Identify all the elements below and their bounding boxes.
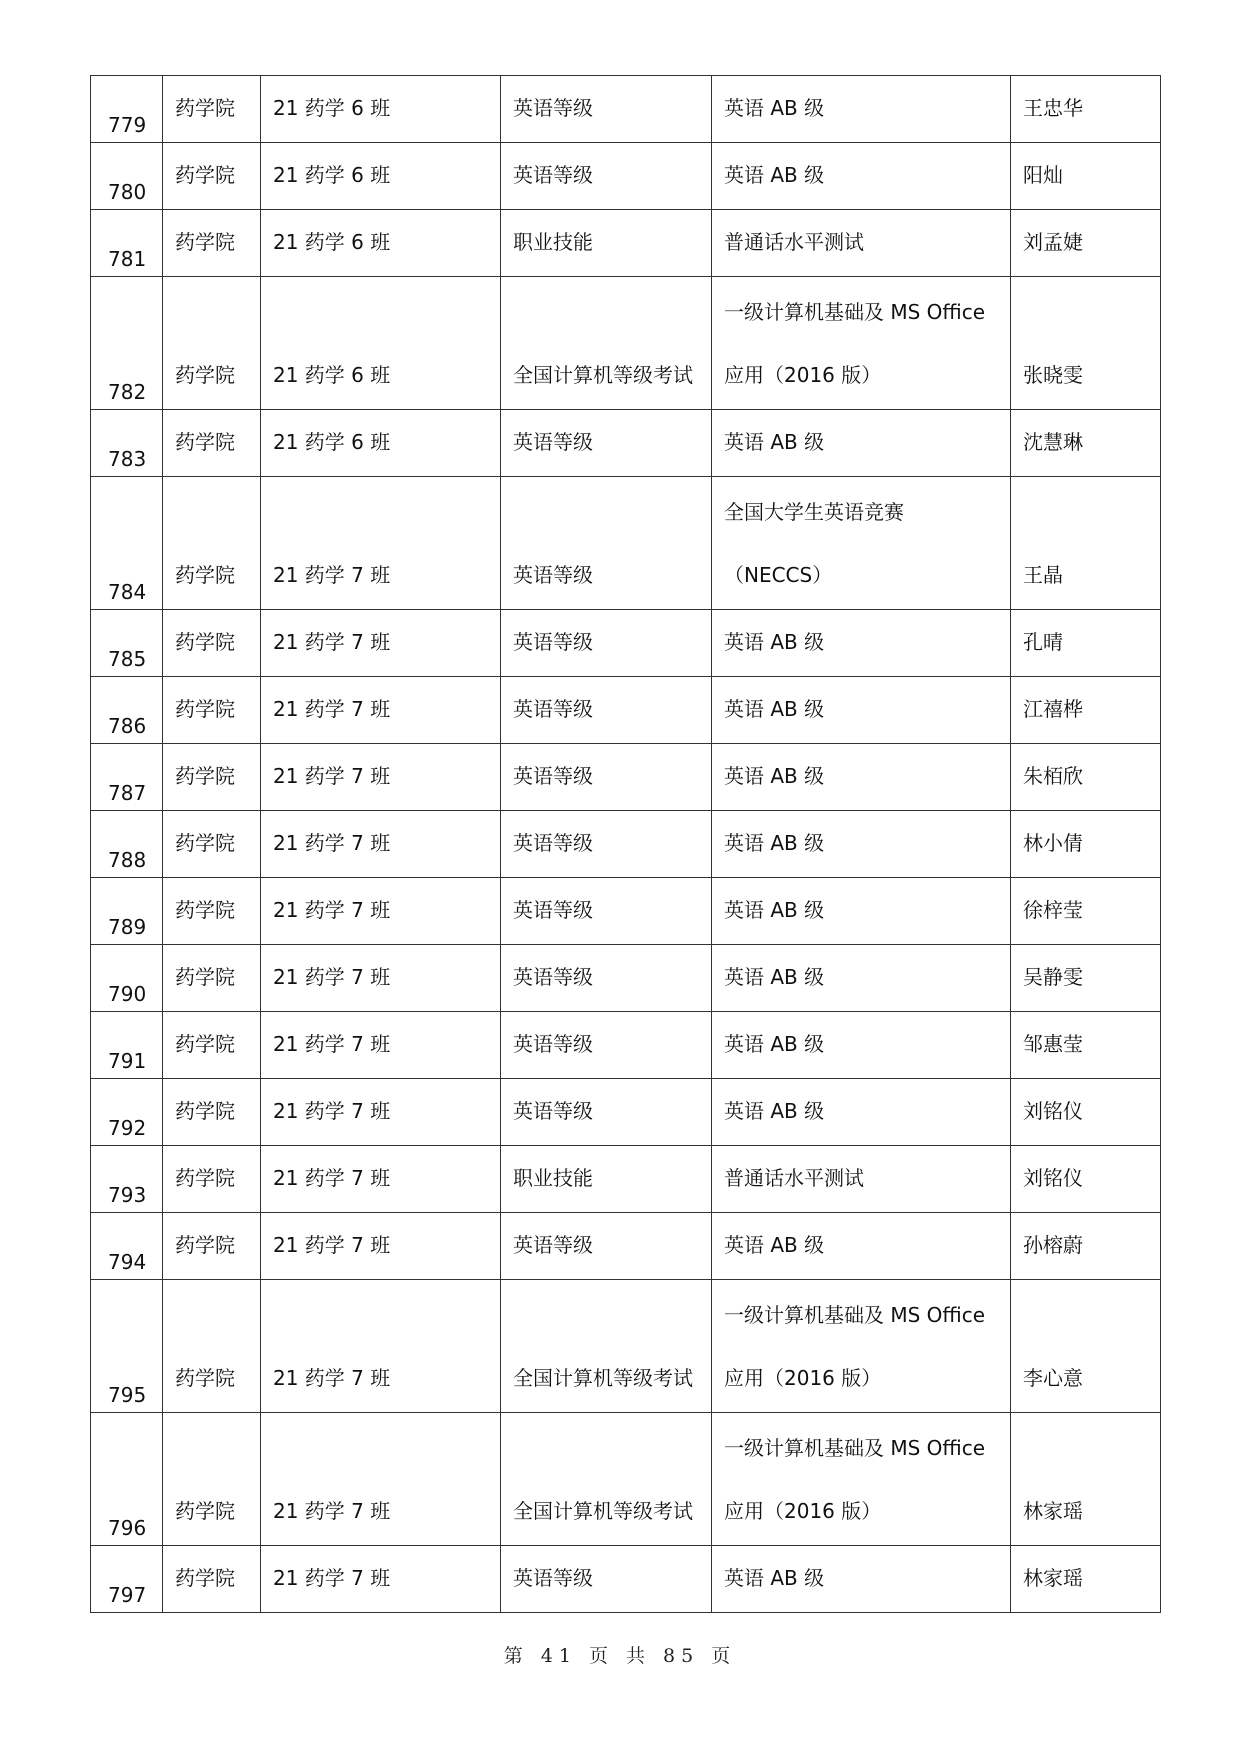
cell-college <box>163 1213 261 1280</box>
cell-name <box>1011 677 1161 744</box>
cell-item-line: 英语 AB 级 <box>724 163 825 187</box>
cell-class-text: 21 药学 7 班 <box>273 831 391 855</box>
cell-class <box>261 210 501 277</box>
cell-name-text: 王忠华 <box>1023 96 1083 120</box>
cell-college-text: 药学院 <box>175 831 235 855</box>
cell-category-text: 职业技能 <box>513 230 593 254</box>
cell-name-text: 刘铭仪 <box>1023 1099 1083 1123</box>
cell-item <box>712 744 1011 811</box>
table-row <box>91 1012 1161 1079</box>
cell-college-text: 药学院 <box>175 898 235 922</box>
cell-no-text: 779 <box>108 113 147 137</box>
cell-item-line: （NECCS） <box>724 563 833 587</box>
cell-category-text: 英语等级 <box>513 430 593 454</box>
cell-class-text: 21 药学 6 班 <box>273 363 391 387</box>
cell-college-text: 药学院 <box>175 230 235 254</box>
cell-name <box>1011 1413 1161 1546</box>
cell-college <box>163 277 261 410</box>
cell-item-line: 普通话水平测试 <box>724 230 864 254</box>
table-row <box>91 477 1161 610</box>
cell-no <box>91 277 163 410</box>
cell-category-text: 职业技能 <box>513 1166 593 1190</box>
cell-name-text: 江禧桦 <box>1023 697 1083 721</box>
cell-item <box>712 277 1011 410</box>
cell-name <box>1011 1012 1161 1079</box>
cell-class-text: 21 药学 7 班 <box>273 563 391 587</box>
cell-name-text: 孔晴 <box>1023 630 1063 654</box>
cell-no-text: 785 <box>108 647 147 671</box>
cell-name <box>1011 143 1161 210</box>
table-row <box>91 677 1161 744</box>
cell-class <box>261 744 501 811</box>
cell-name-text: 林家瑶 <box>1023 1499 1083 1523</box>
cell-college <box>163 945 261 1012</box>
cell-name <box>1011 1280 1161 1413</box>
cell-no-text: 797 <box>108 1583 147 1607</box>
cell-no <box>91 477 163 610</box>
cell-college-text: 药学院 <box>175 1499 235 1523</box>
cell-item-line: 英语 AB 级 <box>724 965 825 989</box>
cell-category <box>501 410 712 477</box>
cell-no <box>91 878 163 945</box>
cell-category <box>501 210 712 277</box>
cell-item <box>712 143 1011 210</box>
cell-college <box>163 477 261 610</box>
cell-item <box>712 811 1011 878</box>
cell-college-text: 药学院 <box>175 697 235 721</box>
cell-item <box>712 1280 1011 1413</box>
cell-item-line: 英语 AB 级 <box>724 1032 825 1056</box>
cell-item <box>712 610 1011 677</box>
table-row <box>91 410 1161 477</box>
cell-category-text: 英语等级 <box>513 965 593 989</box>
cell-name-text: 沈慧琳 <box>1023 430 1083 454</box>
cell-no <box>91 1413 163 1546</box>
cell-class <box>261 143 501 210</box>
table-row <box>91 210 1161 277</box>
cell-category <box>501 1213 712 1280</box>
cell-college <box>163 1413 261 1546</box>
cell-no-text: 784 <box>108 580 147 604</box>
table-row <box>91 744 1161 811</box>
table-row <box>91 1546 1161 1613</box>
cell-class <box>261 1280 501 1413</box>
cell-item-line: 英语 AB 级 <box>724 697 825 721</box>
cell-college <box>163 610 261 677</box>
cell-no-text: 796 <box>108 1516 147 1540</box>
cell-item <box>712 677 1011 744</box>
cell-item-line: 英语 AB 级 <box>724 630 825 654</box>
cell-item <box>712 477 1011 610</box>
cell-category <box>501 477 712 610</box>
cell-name <box>1011 878 1161 945</box>
cell-class <box>261 677 501 744</box>
cell-no <box>91 1146 163 1213</box>
cell-name-text: 刘孟婕 <box>1023 230 1083 254</box>
cell-class-text: 21 药学 7 班 <box>273 898 391 922</box>
cell-no-text: 794 <box>108 1250 147 1274</box>
cell-name-text: 林家瑶 <box>1023 1566 1083 1590</box>
cell-no <box>91 76 163 143</box>
cell-category-text: 英语等级 <box>513 1233 593 1257</box>
table-row <box>91 1413 1161 1546</box>
cell-category <box>501 1546 712 1613</box>
cell-no-text: 793 <box>108 1183 147 1207</box>
cell-college <box>163 1546 261 1613</box>
cell-name-text: 刘铭仪 <box>1023 1166 1083 1190</box>
table-row <box>91 76 1161 143</box>
cell-class-text: 21 药学 6 班 <box>273 96 391 120</box>
cell-item-line: 英语 AB 级 <box>724 1233 825 1257</box>
cell-category-text: 英语等级 <box>513 163 593 187</box>
cell-name-text: 王晶 <box>1023 563 1063 587</box>
cell-category-text: 英语等级 <box>513 831 593 855</box>
cell-name <box>1011 1546 1161 1613</box>
cell-item-line: 英语 AB 级 <box>724 898 825 922</box>
cell-category <box>501 1012 712 1079</box>
cell-class <box>261 811 501 878</box>
cell-item <box>712 210 1011 277</box>
table-row <box>91 277 1161 410</box>
cell-name <box>1011 1079 1161 1146</box>
cell-category <box>501 1079 712 1146</box>
cell-no <box>91 1012 163 1079</box>
cell-category <box>501 610 712 677</box>
cell-college-text: 药学院 <box>175 965 235 989</box>
cell-item <box>712 1546 1011 1613</box>
cell-no <box>91 410 163 477</box>
cell-college <box>163 410 261 477</box>
cell-category-text: 英语等级 <box>513 1099 593 1123</box>
cell-class-text: 21 药学 6 班 <box>273 230 391 254</box>
cell-no-text: 795 <box>108 1383 147 1407</box>
cell-college-text: 药学院 <box>175 363 235 387</box>
cell-category <box>501 744 712 811</box>
cell-class-text: 21 药学 6 班 <box>273 430 391 454</box>
cell-college-text: 药学院 <box>175 1233 235 1257</box>
cell-college <box>163 677 261 744</box>
cell-item-line: 英语 AB 级 <box>724 1099 825 1123</box>
cell-name <box>1011 277 1161 410</box>
cell-class-text: 21 药学 7 班 <box>273 630 391 654</box>
cell-name <box>1011 744 1161 811</box>
cell-item <box>712 1146 1011 1213</box>
cell-college <box>163 1280 261 1413</box>
cell-name <box>1011 477 1161 610</box>
cell-item <box>712 1413 1011 1546</box>
cell-name <box>1011 76 1161 143</box>
cell-college-text: 药学院 <box>175 1366 235 1390</box>
cell-class-text: 21 药学 7 班 <box>273 1166 391 1190</box>
cell-class <box>261 945 501 1012</box>
records-table-body <box>91 76 1161 1613</box>
cell-name-text: 徐梓莹 <box>1023 898 1083 922</box>
cell-category-text: 英语等级 <box>513 1032 593 1056</box>
cell-name <box>1011 1146 1161 1213</box>
cell-category-text: 英语等级 <box>513 630 593 654</box>
cell-college-text: 药学院 <box>175 96 235 120</box>
cell-class-text: 21 药学 7 班 <box>273 764 391 788</box>
cell-class <box>261 76 501 143</box>
cell-category <box>501 945 712 1012</box>
cell-no <box>91 945 163 1012</box>
cell-item-line: 英语 AB 级 <box>724 831 825 855</box>
cell-item-line: 应用（2016 版） <box>724 1366 882 1390</box>
cell-category <box>501 677 712 744</box>
cell-college <box>163 744 261 811</box>
cell-category <box>501 76 712 143</box>
cell-category-text: 英语等级 <box>513 96 593 120</box>
cell-name-text: 林小倩 <box>1023 831 1083 855</box>
cell-college <box>163 1146 261 1213</box>
cell-item-line: 英语 AB 级 <box>724 1566 825 1590</box>
cell-category-text: 全国计算机等级考试 <box>513 1499 693 1523</box>
cell-item-line: 英语 AB 级 <box>724 764 825 788</box>
cell-class <box>261 1146 501 1213</box>
cell-no-text: 783 <box>108 447 147 471</box>
cell-class-text: 21 药学 7 班 <box>273 965 391 989</box>
cell-item-line: 英语 AB 级 <box>724 430 825 454</box>
cell-class-text: 21 药学 7 班 <box>273 1499 391 1523</box>
cell-no-text: 781 <box>108 247 147 271</box>
cell-college-text: 药学院 <box>175 430 235 454</box>
table-row <box>91 945 1161 1012</box>
table-row <box>91 1213 1161 1280</box>
cell-item <box>712 410 1011 477</box>
cell-college-text: 药学院 <box>175 630 235 654</box>
cell-class-text: 21 药学 7 班 <box>273 1032 391 1056</box>
cell-college-text: 药学院 <box>175 163 235 187</box>
cell-no-text: 789 <box>108 915 147 939</box>
cell-no-text: 792 <box>108 1116 147 1140</box>
cell-item <box>712 1213 1011 1280</box>
cell-name <box>1011 410 1161 477</box>
cell-college-text: 药学院 <box>175 1566 235 1590</box>
cell-no-text: 788 <box>108 848 147 872</box>
cell-category-text: 英语等级 <box>513 697 593 721</box>
cell-name-text: 张晓雯 <box>1023 363 1083 387</box>
cell-name-text: 吴静雯 <box>1023 965 1083 989</box>
cell-no-text: 782 <box>108 380 147 404</box>
cell-class <box>261 1012 501 1079</box>
cell-no <box>91 143 163 210</box>
cell-category-text: 全国计算机等级考试 <box>513 363 693 387</box>
cell-item <box>712 76 1011 143</box>
cell-category <box>501 811 712 878</box>
cell-item <box>712 1079 1011 1146</box>
cell-class <box>261 878 501 945</box>
table-row <box>91 811 1161 878</box>
records-table <box>90 75 1161 1613</box>
cell-college <box>163 1079 261 1146</box>
table-row <box>91 143 1161 210</box>
cell-category-text: 英语等级 <box>513 1566 593 1590</box>
cell-category <box>501 1280 712 1413</box>
cell-class-text: 21 药学 7 班 <box>273 1233 391 1257</box>
cell-no <box>91 811 163 878</box>
cell-category-text: 英语等级 <box>513 898 593 922</box>
cell-class <box>261 1079 501 1146</box>
table-row <box>91 1146 1161 1213</box>
cell-no <box>91 610 163 677</box>
cell-name <box>1011 210 1161 277</box>
cell-class-text: 21 药学 7 班 <box>273 1099 391 1123</box>
cell-college-text: 药学院 <box>175 1099 235 1123</box>
cell-no <box>91 210 163 277</box>
page-footer: 第 41 页 共 85 页 <box>503 1645 737 1667</box>
cell-class <box>261 1413 501 1546</box>
cell-category <box>501 1146 712 1213</box>
cell-college-text: 药学院 <box>175 1166 235 1190</box>
cell-no <box>91 1280 163 1413</box>
cell-class <box>261 1213 501 1280</box>
cell-name-text: 李心意 <box>1023 1366 1083 1390</box>
cell-class-text: 21 药学 7 班 <box>273 1366 391 1390</box>
cell-college-text: 药学院 <box>175 764 235 788</box>
cell-item-line: 应用（2016 版） <box>724 1499 882 1523</box>
cell-item-line: 一级计算机基础及 MS Office <box>724 1436 986 1460</box>
cell-item-line: 全国大学生英语竞赛 <box>724 500 904 524</box>
cell-college-text: 药学院 <box>175 1032 235 1056</box>
cell-class <box>261 277 501 410</box>
cell-college <box>163 210 261 277</box>
cell-no <box>91 744 163 811</box>
table-row <box>91 1079 1161 1146</box>
cell-item <box>712 1012 1011 1079</box>
cell-item <box>712 878 1011 945</box>
cell-item <box>712 945 1011 1012</box>
cell-class-text: 21 药学 7 班 <box>273 697 391 721</box>
cell-no-text: 786 <box>108 714 147 738</box>
cell-category <box>501 878 712 945</box>
cell-no-text: 791 <box>108 1049 147 1073</box>
cell-category <box>501 1413 712 1546</box>
cell-item-line: 应用（2016 版） <box>724 363 882 387</box>
cell-no-text: 787 <box>108 781 147 805</box>
cell-college <box>163 76 261 143</box>
cell-college <box>163 811 261 878</box>
cell-category-text: 英语等级 <box>513 764 593 788</box>
cell-class <box>261 1546 501 1613</box>
cell-no <box>91 1213 163 1280</box>
cell-name-text: 孙榕蔚 <box>1023 1233 1083 1257</box>
cell-name <box>1011 811 1161 878</box>
cell-college <box>163 143 261 210</box>
cell-name <box>1011 1213 1161 1280</box>
cell-name <box>1011 945 1161 1012</box>
cell-category <box>501 277 712 410</box>
cell-category-text: 全国计算机等级考试 <box>513 1366 693 1390</box>
cell-class-text: 21 药学 7 班 <box>273 1566 391 1590</box>
cell-item-line: 一级计算机基础及 MS Office <box>724 300 986 324</box>
cell-category-text: 英语等级 <box>513 563 593 587</box>
cell-name-text: 邹惠莹 <box>1023 1032 1083 1056</box>
cell-college <box>163 878 261 945</box>
cell-no <box>91 677 163 744</box>
cell-class-text: 21 药学 6 班 <box>273 163 391 187</box>
cell-no <box>91 1546 163 1613</box>
cell-college <box>163 1012 261 1079</box>
cell-item-line: 普通话水平测试 <box>724 1166 864 1190</box>
cell-name-text: 朱栢欣 <box>1023 764 1083 788</box>
cell-no-text: 790 <box>108 982 147 1006</box>
cell-class <box>261 410 501 477</box>
table-row <box>91 878 1161 945</box>
table-row <box>91 610 1161 677</box>
cell-class <box>261 610 501 677</box>
cell-no-text: 780 <box>108 180 147 204</box>
cell-class <box>261 477 501 610</box>
cell-category <box>501 143 712 210</box>
cell-name <box>1011 610 1161 677</box>
table-row <box>91 1280 1161 1413</box>
cell-no <box>91 1079 163 1146</box>
cell-college-text: 药学院 <box>175 563 235 587</box>
cell-item-line: 英语 AB 级 <box>724 96 825 120</box>
cell-name-text: 阳灿 <box>1023 163 1063 187</box>
cell-item-line: 一级计算机基础及 MS Office <box>724 1303 986 1327</box>
